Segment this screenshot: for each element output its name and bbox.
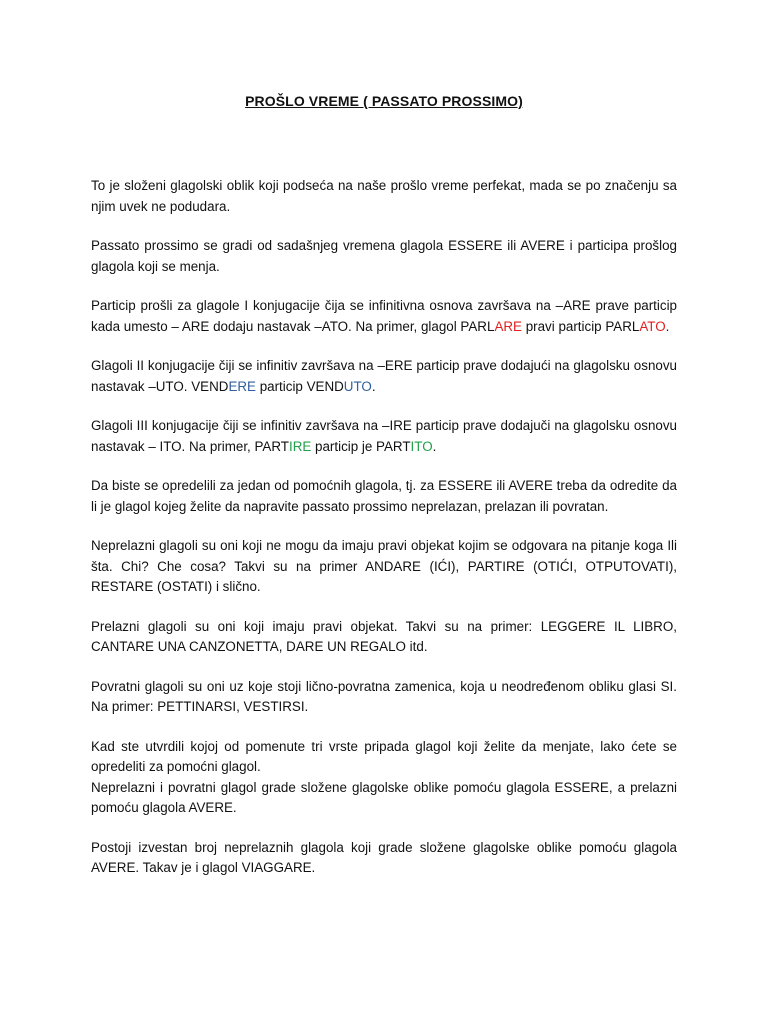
text-segment: particip VEND — [255, 378, 344, 394]
text-segment: . — [371, 378, 376, 394]
page-title: PROŠLO VREME ( PASSATO PROSSIMO) — [245, 93, 523, 109]
document-body — [91, 176, 677, 898]
paragraph-transitive: Prelazni glagoli su oni koji imaju pravi objekat. Takvi su na primer: LEGGERE IL LIBRO, CANTARE UNA CANZONETTA, DARE UN REGALO itd. — [91, 618, 677, 654]
paragraph-choose-auxiliary: Kad ste utvrdili kojoj od pomenute tri vrste pripada glagol koji želite da menjate, lako ćete se opredeliti za pomoćni glagol. — [91, 738, 677, 774]
paragraph-second-conjugation — [91, 356, 677, 397]
paragraph-reflexive: Povratni glagoli su oni uz koje stoji lično-povratna zamenica, koja u neodređenom obliku glasi SI. Na primer: PETTINARSI, VESTIRSI. — [91, 678, 677, 714]
text-segment: . — [665, 318, 670, 334]
highlight-ending-are: ARE — [494, 318, 522, 334]
highlight-ending-ere: ERE — [228, 378, 256, 394]
paragraph-intransitive: Neprelazni glagoli su oni koji ne mogu da imaju pravi objekat kojim se odgovara na pitanje koga Ili šta. Chi? Che cosa? Takvi su na primer ANDARE (IĆI), PARTIRE (OTIĆI, OTPUTOVATI), RESTARE (OSTATI) i slično. — [91, 538, 677, 594]
text-segment: Glagoli II konjugacije čiji se infinitiv završava na –ERE particip prave dodajući na glagolsku osnovu nastavak –UTO. VEND — [91, 358, 677, 394]
paragraph-exceptions: Postoji izvestan broj neprelaznih glagola koji grade složene glagolske oblike pomoću glagola AVERE. Takav je i glagol VIAGGARE. — [91, 839, 677, 875]
paragraph-auxiliary-choice: Da biste se opredelili za jedan od pomoćnih glagola, tj. za ESSERE ili AVERE treba da odredite da li je glagol kojeg želite da napravite passato prossimo neprelazan, prelazan ili povratan. — [91, 478, 677, 514]
paragraph-auxiliary-rule: Neprelazni i povratni glagol grade složene glagolske oblike pomoću glagola ESSERE, a prelazni pomoću glagola AVERE. — [91, 779, 677, 815]
text-segment: particip je PART — [311, 438, 411, 454]
paragraph-third-conjugation — [91, 416, 677, 457]
paragraph-first-conjugation — [91, 296, 677, 337]
paragraph-definition: To je složeni glagolski oblik koji podseća na naše prošlo vreme perfekat, mada se po značenju sa njim uvek ne podudara. — [91, 178, 677, 214]
highlight-ending-ato: ATO — [639, 318, 666, 334]
highlight-ending-ito: ITO — [410, 438, 433, 454]
text-segment: . — [432, 438, 437, 454]
text-segment: Particip prošli za glagole I konjugacije čija se infinitivna osnova završava na –ARE prave particip kada umesto – ARE dodaju nastavak –ATO. Na primer, glagol PARL — [91, 298, 677, 334]
paragraph-formation: Passato prossimo se gradi od sadašnjeg vremena glagola ESSERE ili AVERE i participa prošlog glagola koji se menja. — [91, 238, 677, 274]
text-segment: Glagoli III konjugacije čiji se infinitiv završava na –IRE particip prave dodajuči na glagolsku osnovu nastavak – ITO. Na primer, PART — [91, 418, 677, 454]
highlight-ending-uto: UTO — [343, 378, 372, 394]
text-segment: pravi particip PARL — [521, 318, 640, 334]
highlight-ending-ire: IRE — [288, 438, 312, 454]
